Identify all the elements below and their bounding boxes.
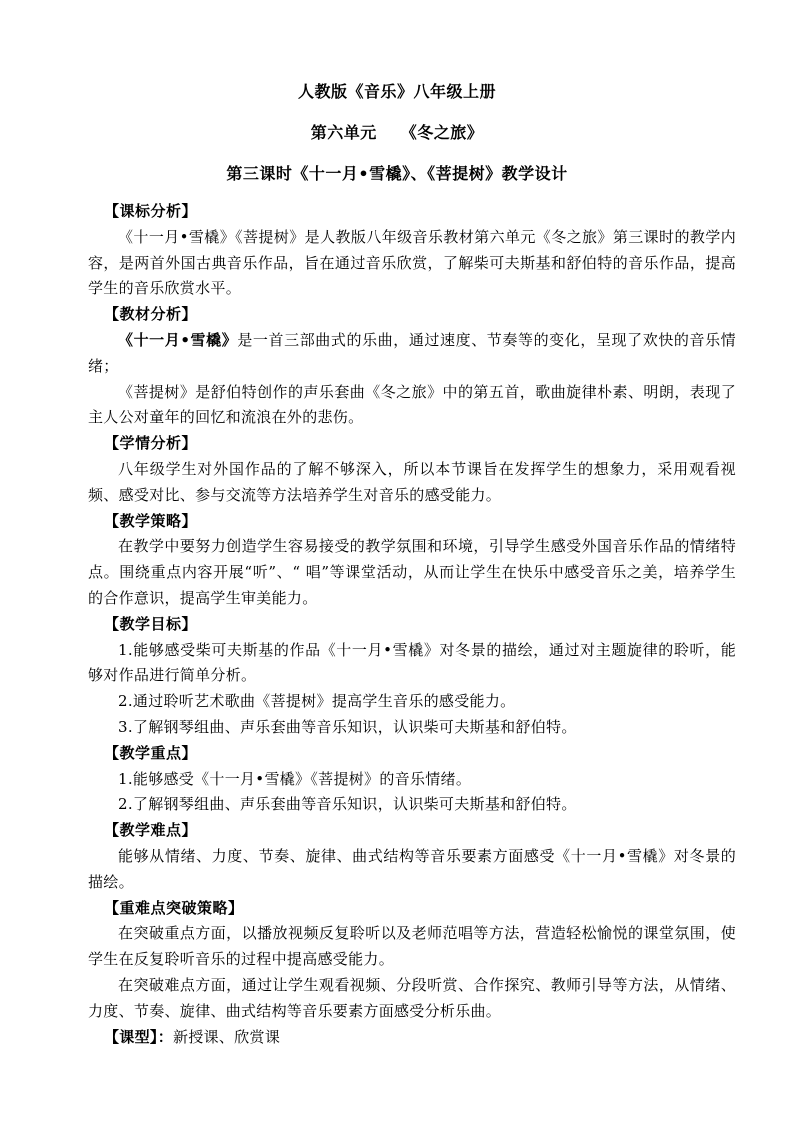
section-heading-strategy: 【教学策略】 <box>104 511 198 530</box>
document-title: 人教版《音乐》八年级上册 <box>297 82 496 101</box>
goal-item-2: 2.通过聆听艺术歌曲《菩提树》提高学生音乐的感受能力。 <box>118 692 516 711</box>
curriculum-paragraph: 《十一月•雪橇》《菩提树》是人教版八年级音乐教材第六单元《冬之旅》第三课时的教学内容，是两首外国古典音乐作品，旨在通过音乐欣赏，了解柴可夫斯基和舒伯特的音乐作品，提高学生的音乐欣赏水平。 <box>88 227 736 298</box>
unit-number: 第六单元 <box>310 123 377 142</box>
key-point-item-2: 2.了解钢琴组曲、声乐套曲等音乐知识，认识柴可夫斯基和舒伯特。 <box>118 795 577 814</box>
section-heading-material: 【教材分析】 <box>104 305 198 324</box>
course-type-value: 新授课、欣赏课 <box>173 1027 281 1046</box>
students-paragraph: 八年级学生对外国作品的了解不够深入，所以本节课旨在发挥学生的想象力，采用观看视频、感受对比、参与交流等方法培养学生对音乐的感受能力。 <box>88 459 736 504</box>
key-point-item-1: 1.能够感受《十一月•雪橇》《菩提树》的音乐情绪。 <box>118 769 472 788</box>
section-heading-students: 【学情分析】 <box>104 434 198 453</box>
section-heading-curriculum: 【课标分析】 <box>104 202 198 220</box>
unit-name: 《冬之旅》 <box>400 123 484 142</box>
section-heading-difficulties: 【教学难点】 <box>104 821 198 840</box>
unit-title <box>0 120 794 143</box>
goal-item-3: 3.了解钢琴组曲、声乐套曲等音乐知识，认识柴可夫斯基和舒伯特。 <box>118 717 577 736</box>
section-heading-goals: 【教学目标】 <box>104 614 198 633</box>
document-body <box>88 199 736 1050</box>
section-heading-breakthrough: 【重难点突破策略】 <box>104 898 244 917</box>
breakthrough-paragraph-2: 在突破难点方面，通过让学生观看视频、分段听赏、合作探究、教师引导等方法，从情绪、力度、节奏、旋律、曲式结构等音乐要素方面感受分析乐曲。 <box>88 975 736 1020</box>
material-paragraph-1 <box>88 328 736 380</box>
lesson-title: 第三课时《十一月•雪橇》、《菩提树》教学设计 <box>226 164 568 183</box>
breakthrough-paragraph-1: 在突破重点方面，以播放视频反复聆听以及老师范唱等方法，营造轻松愉悦的课堂氛围，使学生在反复聆听音乐的过程中提高感受能力。 <box>88 924 736 969</box>
material-paragraph-1-text: 是一首三部曲式的乐曲，通过速度、节奏等的变化，呈现了欢快的音乐情绪； <box>88 330 736 375</box>
section-heading-key-points: 【教学重点】 <box>104 743 198 762</box>
material-paragraph-2: 《菩提树》是舒伯特创作的声乐套曲《冬之旅》中的第五首，歌曲旋律朴素、明朗，表现了主人公对童年的回忆和流浪在外的悲伤。 <box>88 382 736 427</box>
course-type-line <box>88 1025 736 1051</box>
strategy-paragraph: 在教学中要努力创造学生容易接受的教学氛围和环境，引导学生感受外国音乐作品的情绪特点。围绕重点内容开展“听”、“ 唱”等课堂活动，从而让学生在快乐中感受音乐之美，培养学生的合作意识，提高学生审美能力。 <box>88 537 736 607</box>
course-type-label: 【课型】： <box>104 1027 174 1046</box>
material-piece-title: 《十一月•雪橇》 <box>118 330 238 349</box>
difficulties-paragraph: 能够从情绪、力度、节奏、旋律、曲式结构等音乐要素方面感受《十一月•雪橇》对冬景的描绘。 <box>88 846 736 891</box>
goal-item-1: 1.能够感受柴可夫斯基的作品《十一月•雪橇》对冬景的描绘，通过对主题旋律的聆听，能够对作品进行简单分析。 <box>88 640 736 685</box>
